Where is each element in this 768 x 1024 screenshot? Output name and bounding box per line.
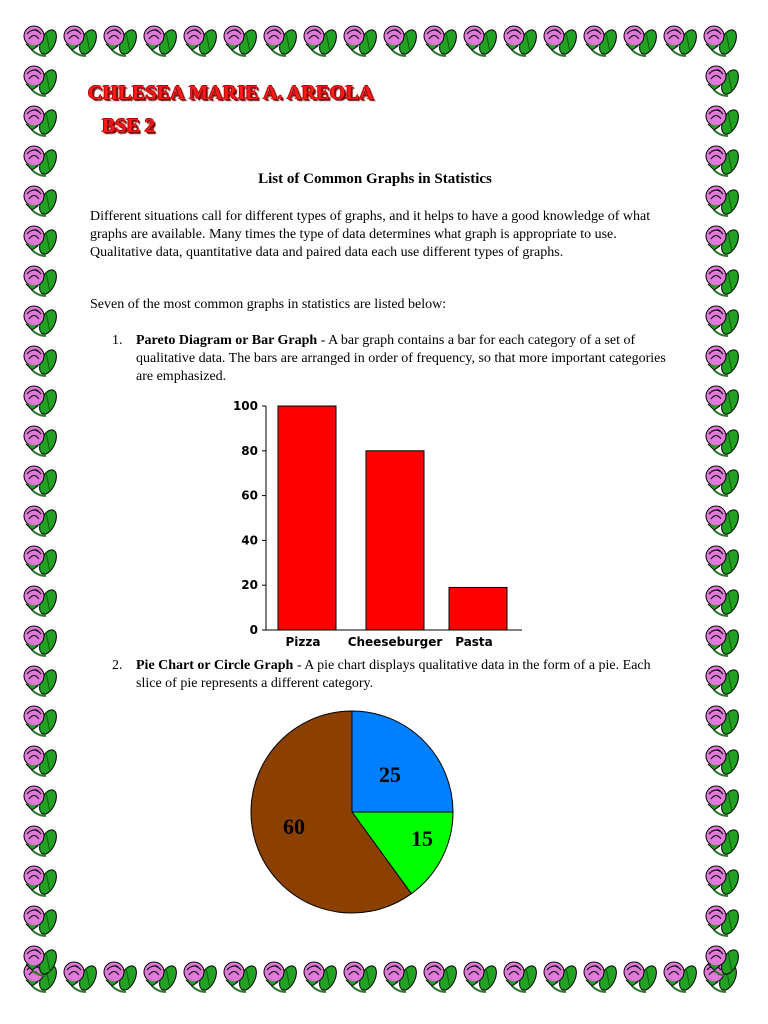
y-tick-label: 100 — [232, 399, 258, 413]
intro-paragraph: Different situations call for different types of graphs, and it helps to have a good knowledge of what graphs are available. Many times the type of data determines what graph is appropriate to use. Qualitative data, quantitative data and paired data each use different types of graphs. — [90, 209, 651, 260]
y-tick-label: 0 — [249, 623, 258, 637]
y-tick-label: 80 — [241, 443, 258, 458]
pie-label: 60 — [283, 814, 305, 839]
bar-chart — [222, 396, 532, 652]
list-item-text — [136, 332, 667, 386]
section-label: BSE 2 — [102, 115, 155, 137]
pie-chart — [244, 706, 460, 914]
pie-slice-25 — [352, 711, 453, 812]
y-tick-label: 40 — [241, 533, 258, 548]
lead-paragraph: Seven of the most common graphs in statistics are listed below: — [90, 297, 447, 312]
list-item-text — [136, 657, 667, 693]
pie-label: 15 — [411, 826, 433, 851]
list-number: 1. — [112, 333, 123, 348]
list-description: - A pie chart displays qualitative data in the form of a pie. Each slice of pie represents a different category. — [136, 658, 651, 691]
list-item-pie-chart — [112, 657, 667, 693]
pie-label: 25 — [379, 762, 401, 787]
list-term: Pie Chart or Circle Graph — [136, 658, 294, 673]
list-number: 2. — [112, 658, 123, 673]
list-item-bar-graph — [112, 332, 667, 386]
list-description: - A bar graph contains a bar for each category of a set of qualitative data. The bars are arranged in order of frequency, so that more important categories are emphasized. — [136, 333, 666, 384]
x-tick-label: Pasta — [455, 635, 493, 649]
y-tick-label: 60 — [241, 488, 258, 503]
bar-pizza — [278, 406, 336, 630]
bar-pasta — [449, 587, 507, 630]
list-term: Pareto Diagram or Bar Graph — [136, 333, 318, 348]
document-title: List of Common Graphs in Statistics — [258, 171, 492, 187]
bar-cheeseburger — [366, 451, 424, 630]
y-tick-label: 20 — [241, 578, 258, 593]
x-tick-label: Cheeseburger — [347, 635, 443, 649]
author-name: CHLESEA MARIE A. AREOLA — [88, 82, 374, 104]
x-tick-label: Pizza — [285, 635, 321, 649]
